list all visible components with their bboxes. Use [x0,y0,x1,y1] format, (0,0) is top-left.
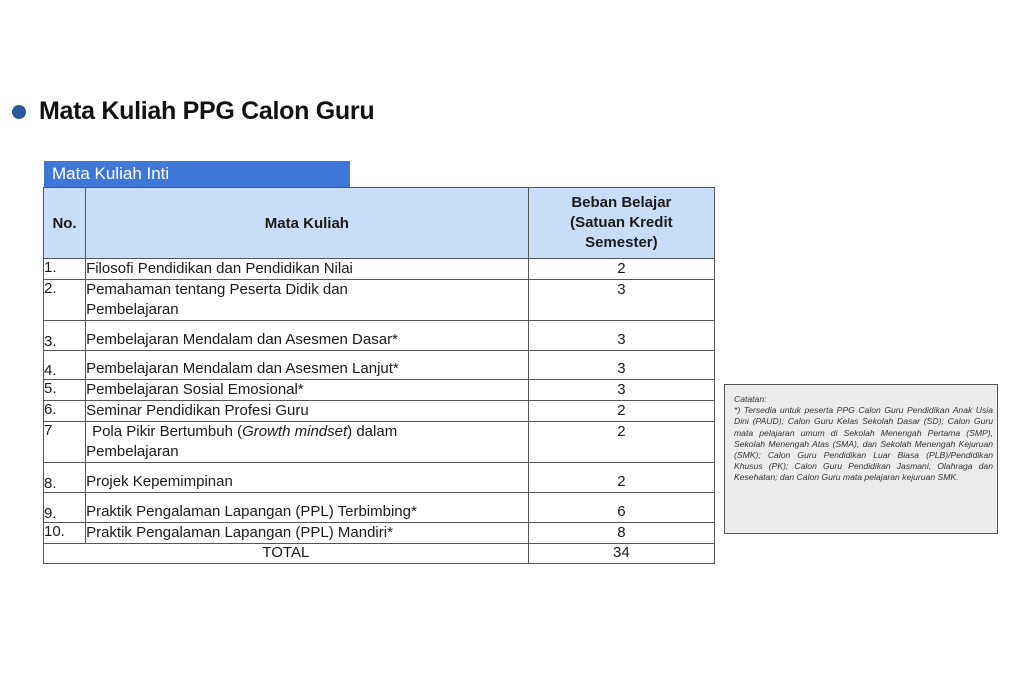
row-no: 1. [44,259,86,280]
row-course-italic: Growth mindset [242,423,348,440]
total-label: TOTAL [44,544,529,564]
row-sks: 2 [528,401,714,422]
row-course-line2: Pembelajaran [86,301,179,318]
row-course: Filosofi Pendidikan dan Pendidikan Nilai [86,259,529,280]
note-body: *) Tersedia untuk peserta PPG Calon Guru Pendidikan Anak Usia Dini (PAUD); Calon Guru Kelas Sekolah Dasar (SD); Calon Guru mata pelajaran umum di Sekolah Menengah Pertama (SMP), Sekolah Menengah Atas (SMA), dan Sekolah Menengah Kejuruan (SMK); Calon Guru Pendidikan Luar Biasa (PLB)/Pendidikan Khusus (PK); Calon Guru Pendidikan Jasmani, Olahraga dan Kesehatan; dan Calon Guru mata pelajaran kejuruan SMK. [734,405,993,483]
table-row [44,401,715,422]
header-no: No. [44,188,86,259]
row-course: Pembelajaran Mendalam dan Asesmen Lanjut* [86,351,529,380]
table-tab-label: Mata Kuliah Inti [44,161,350,187]
table-row [44,280,715,321]
total-value: 34 [528,544,714,564]
row-sks: 3 [528,321,714,351]
row-sks: 2 [528,422,714,463]
row-course-text: ) dalam [347,423,398,440]
note-heading: Catatan: [734,394,767,404]
row-no: 10. [44,523,86,544]
row-course: Pembelajaran Mendalam dan Asesmen Dasar* [86,321,529,351]
row-sks: 3 [528,351,714,380]
row-no: 5. [44,380,86,401]
row-course [86,280,529,321]
row-no: 4. [44,351,86,380]
row-course: Praktik Pengalaman Lapangan (PPL) Terbimbing* [86,493,529,523]
table-header-row [44,188,715,259]
table-row [44,422,715,463]
header-beban-line2: (Satuan Kredit [570,214,673,231]
table-row [44,523,715,544]
row-course-line2: Pembelajaran [86,443,179,460]
row-course: Praktik Pengalaman Lapangan (PPL) Mandiri* [86,523,529,544]
table-row [44,380,715,401]
row-no: 9. [44,493,86,523]
header-mata-kuliah: Mata Kuliah [86,188,529,259]
table-row [44,463,715,493]
row-no: 3. [44,321,86,351]
header-beban-line3: Semester) [585,234,658,251]
table-row [44,259,715,280]
row-sks: 6 [528,493,714,523]
table-row [44,351,715,380]
page-title: Mata Kuliah PPG Calon Guru [39,97,375,125]
row-course-line1 [86,422,528,442]
page-header [12,97,374,126]
note-box [724,384,998,534]
table-row [44,321,715,351]
row-sks: 2 [528,463,714,493]
total-row [44,544,715,564]
row-course-line1: Pemahaman tentang Peserta Didik dan [86,281,348,298]
header-beban-line1: Beban Belajar [571,194,672,211]
header-beban-belajar [528,188,714,259]
row-course: Seminar Pendidikan Profesi Guru [86,401,529,422]
course-table [43,187,715,564]
bullet-icon [12,105,26,119]
row-no: 2. [44,280,86,321]
row-sks: 8 [528,523,714,544]
row-course [86,422,529,463]
table-row [44,493,715,523]
row-sks: 3 [528,380,714,401]
row-course: Pembelajaran Sosial Emosional* [86,380,529,401]
row-course-text: Pola Pikir Bertumbuh ( [92,423,243,440]
row-course: Projek Kepemimpinan [86,463,529,493]
row-sks: 3 [528,280,714,321]
row-sks: 2 [528,259,714,280]
row-no: 8. [44,463,86,493]
row-no: 7 [44,422,86,463]
row-no: 6. [44,401,86,422]
